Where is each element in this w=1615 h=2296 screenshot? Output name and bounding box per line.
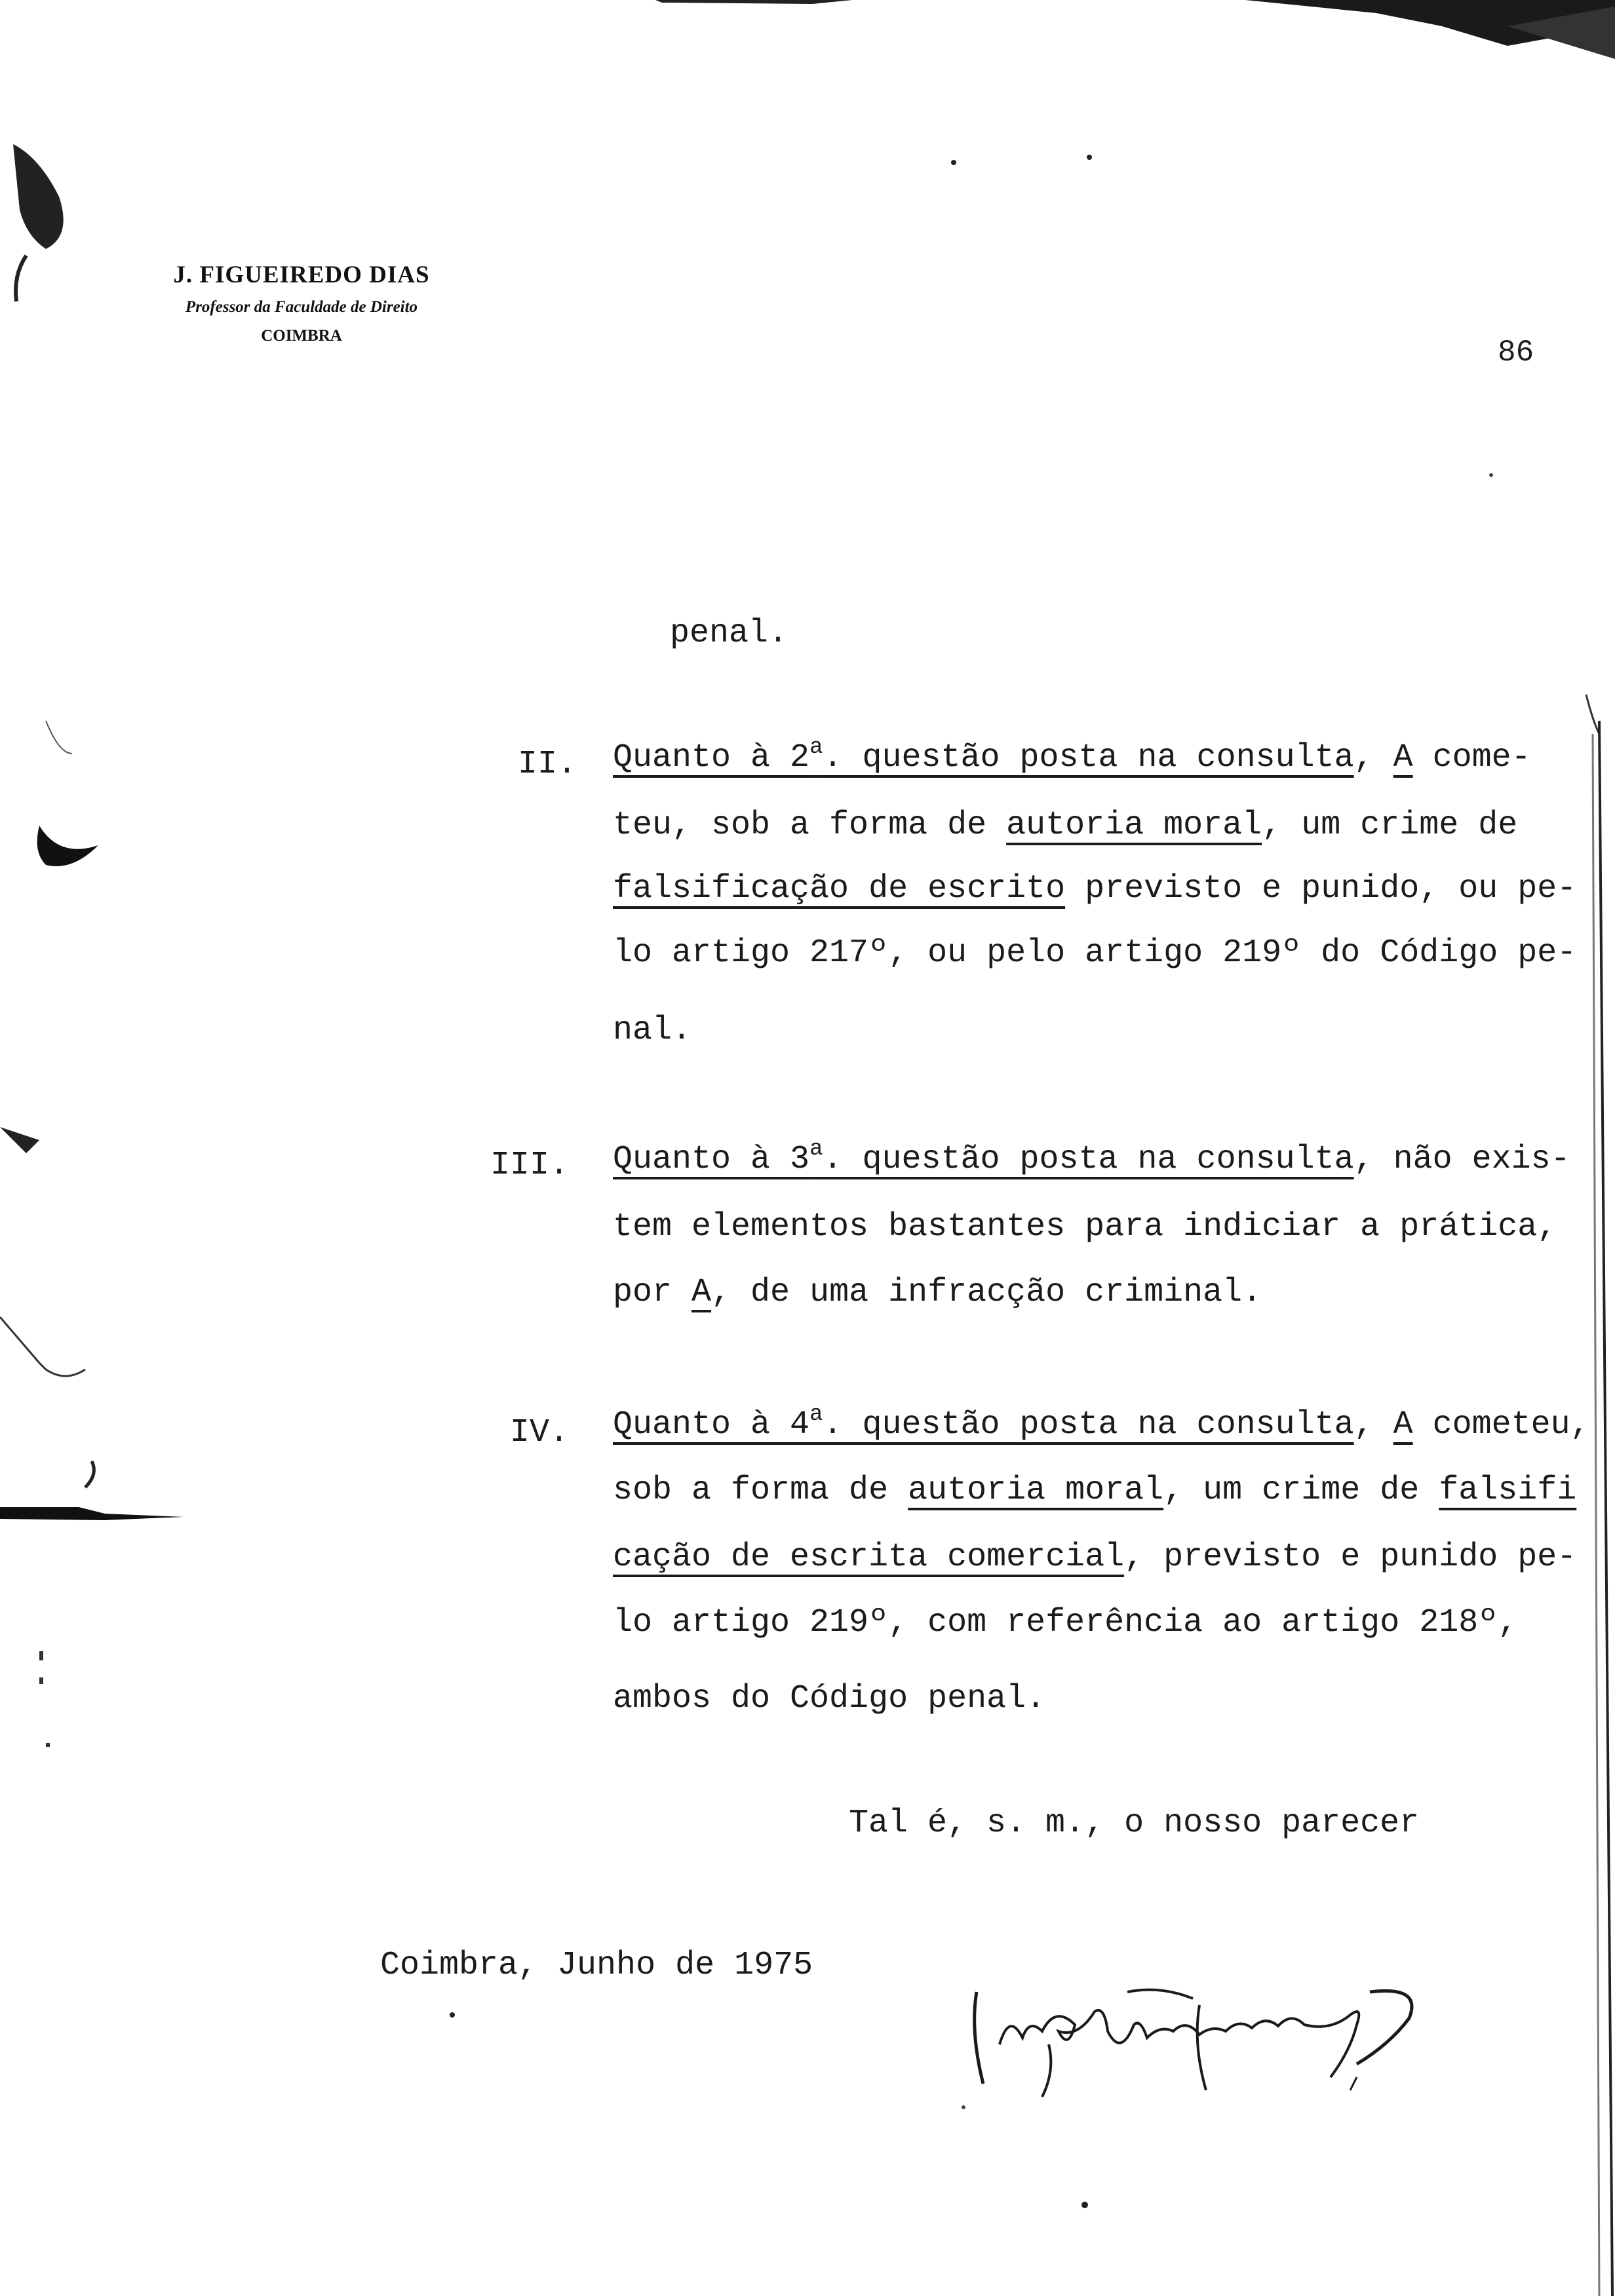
section-ii-line-1 [613, 735, 1531, 776]
text: , de uma infracção criminal. [711, 1274, 1262, 1311]
ordinal-marker: a [809, 1137, 823, 1162]
section-iii-numeral: III. [490, 1147, 569, 1184]
section-iv-line-5: ambos do Código penal. [613, 1680, 1046, 1717]
text: Quanto à 3 [613, 1141, 810, 1178]
section-iv-line-4: lo artigo 219º, com referência ao artigo 218º, [613, 1604, 1518, 1641]
closing-formula: Tal é, s. m., o nosso parecer [849, 1805, 1420, 1842]
section-ii-numeral: II. [517, 746, 577, 783]
section-iii-line-3 [613, 1276, 1262, 1309]
text: come- [1412, 739, 1531, 776]
section-iv-line-2 [613, 1474, 1576, 1507]
underlined-term: falsificação de escrito [613, 870, 1066, 908]
date-line: Coimbra, Junho de 1975 [380, 1947, 813, 1984]
section-ii-line-3 [613, 870, 1577, 908]
section-ii-line-4: lo artigo 217º, ou pelo artigo 219º do Código pe- [613, 934, 1577, 972]
letterhead-title: Professor da Faculdade de Direito [185, 298, 418, 316]
section-ii-line-5: nal. [613, 1012, 692, 1049]
party-a: A [1393, 1406, 1413, 1444]
text: . questão posta na consulta [823, 1406, 1354, 1444]
underlined-term: falsifi [1439, 1472, 1577, 1509]
section-ii-line-2 [613, 809, 1517, 842]
section-iv-numeral: IV. [509, 1414, 569, 1451]
text: , [1353, 1406, 1393, 1444]
text: teu, sob a forma de [613, 807, 1007, 844]
section-iii-line-1 [613, 1137, 1570, 1178]
ordinal-marker: a [809, 1402, 823, 1427]
section-iv-question-ref [613, 1402, 1354, 1444]
text: , previsto e punido pe- [1124, 1539, 1577, 1576]
section-iv-line-3 [613, 1541, 1576, 1574]
underlined-term: autoria moral [1006, 807, 1262, 844]
text: , não exis- [1353, 1141, 1570, 1178]
letterhead-city: COIMBRA [261, 327, 342, 345]
section-iii-line-2: tem elementos bastantes para indiciar a prática, [613, 1208, 1557, 1246]
section-iii-question-ref [613, 1137, 1354, 1178]
party-a: A [691, 1274, 712, 1311]
text: Quanto à 4 [613, 1406, 810, 1444]
text: cometeu, [1412, 1406, 1590, 1444]
ordinal-marker: a [809, 735, 823, 760]
party-a: A [1393, 739, 1413, 776]
section-iv-line-1 [613, 1402, 1590, 1444]
text: , [1353, 739, 1393, 776]
letterhead [131, 261, 472, 345]
continuation-text: penal. [670, 615, 788, 652]
text: , um crime de [1262, 807, 1518, 844]
signature [963, 1966, 1435, 2110]
section-ii-question-ref [613, 735, 1354, 776]
text: sob a forma de [613, 1472, 908, 1509]
underlined-term: autoria moral [908, 1472, 1164, 1509]
text: . questão posta na consulta [823, 1141, 1354, 1178]
text: , um crime de [1163, 1472, 1439, 1509]
text: previsto e punido, ou pe- [1065, 870, 1577, 908]
underlined-term: cação de escrita comercial [613, 1539, 1125, 1576]
text: Quanto à 2 [613, 739, 810, 776]
text: por [613, 1274, 692, 1311]
page-number: 86 [1498, 335, 1534, 370]
text: . questão posta na consulta [823, 739, 1354, 776]
letterhead-name: J. FIGUEIREDO DIAS [173, 261, 430, 288]
